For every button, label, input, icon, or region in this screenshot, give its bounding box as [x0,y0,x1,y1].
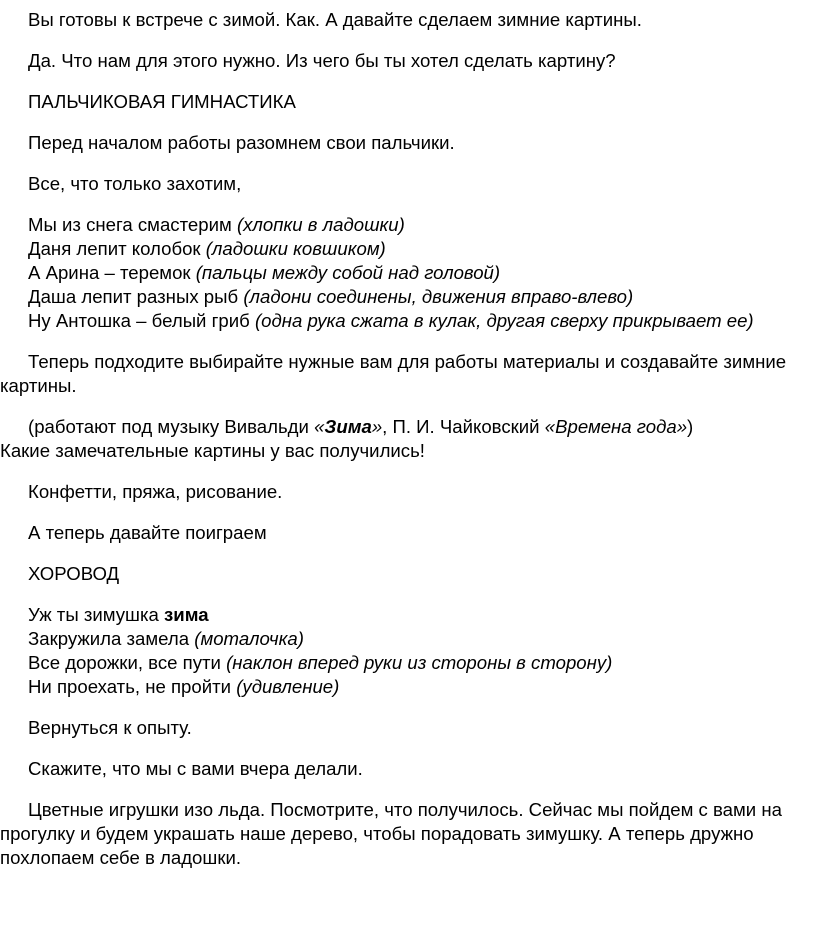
paragraph-question: Да. Что нам для этого нужно. Из чего бы ты хотел сделать картину? [28,50,616,71]
verse-line [0,309,816,333]
paragraph-yesterday: Скажите, что мы с вами вчера делали. [28,758,363,779]
heading-finger-gymnastics: ПАЛЬЧИКОВАЯ ГИМНАСТИКА [28,91,296,112]
verse-note: (хлопки в ладошки) [236,214,405,235]
verse-note: (наклон вперед руки из стороны в сторону) [226,652,613,673]
paragraph-all-we-want: Все, что только захотим, [28,173,242,194]
quote-close: » [371,416,383,437]
verse-line [0,603,816,627]
verse-text: Даня лепит колобок [28,238,206,259]
verse-text: Ни проехать, не пройти [28,676,237,697]
verse-note: (удивление) [236,676,340,697]
paragraph-greeting: Вы готовы к встрече с зимой. Как. А давайте сделаем зимние картины. [28,9,642,30]
paragraph-warmup: Перед началом работы разомнем свои пальчики. [28,132,455,153]
paragraph-lets-play: А теперь давайте поиграем [28,522,267,543]
verse-line [0,261,816,285]
music-block [0,415,816,463]
paragraph-return-to-experiment: Вернуться к опыту. [28,717,192,738]
music-open: (работают под музыку Вивальди [28,416,315,437]
music-mid: , П. И. Чайковский [382,416,545,437]
verse-line [0,285,816,309]
verse-line [0,627,816,651]
verse-text: Ну Антошка – белый гриб [28,310,255,331]
music-line [0,415,816,439]
verse-line [0,651,816,675]
verse-line [0,675,816,699]
verse-line [0,213,816,237]
verse-line [0,237,816,261]
heading-khorovod: ХОРОВОД [28,563,120,584]
paragraph-choose-materials: Теперь подходите выбирайте нужные вам для работы материалы и создавайте зимние картины. [0,351,787,396]
verse-text: Все дорожки, все пути [28,652,227,673]
verse-note: (ладошки ковшиком) [205,238,386,259]
paragraph-materials-list: Конфетти, пряжа, рисование. [28,481,283,502]
music-close: ) [687,416,694,437]
verse-note: (одна рука сжата в кулак, другая сверху прикрывает ее) [254,310,754,331]
verse-bold: зима [164,604,209,625]
verse-text: А Арина – теремок [28,262,196,283]
music-title-zima: Зима [324,416,372,437]
verse-text: Даша лепит разных рыб [28,286,244,307]
paragraph-great-pictures: Какие замечательные картины у вас получились! [0,440,425,461]
verse-text: Уж ты зимушка [28,604,165,625]
verse-text: Мы из снега смастерим [28,214,237,235]
quote-open: « [314,416,325,437]
verse-text: Закружила замела [28,628,195,649]
gymnastics-verse [0,213,816,333]
verse-note: (ладони соединены, движения вправо-влево) [243,286,634,307]
music-title-seasons: «Времена года» [544,416,688,437]
verse-note: (моталочка) [194,628,304,649]
khorovod-verse [0,603,816,699]
verse-note: (пальцы между собой над головой) [195,262,501,283]
paragraph-ice-toys: Цветные игрушки изо льда. Посмотрите, что получилось. Сейчас мы пойдем с вами на прогулку и будем украшать наше дерево, чтобы порадовать зимушку. А теперь дружно похлопаем себе в ладошки. [0,799,782,868]
